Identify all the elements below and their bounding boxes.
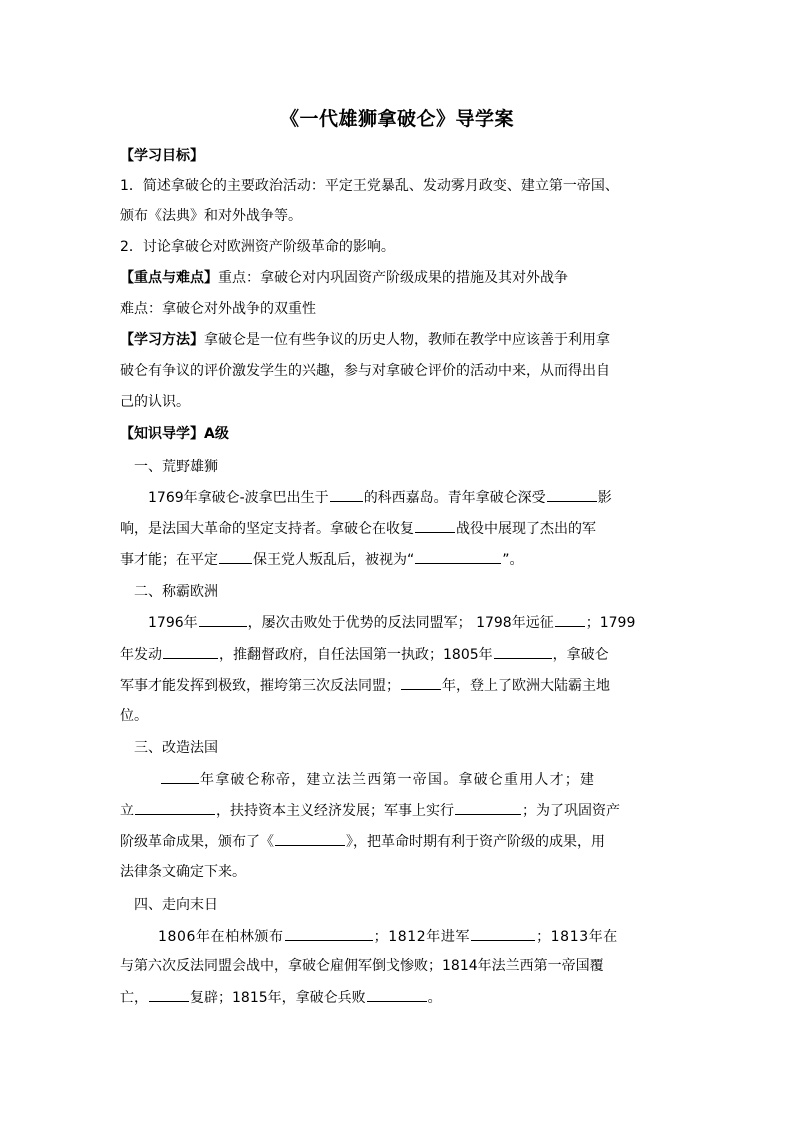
fill-blank[interactable] (330, 487, 363, 502)
fill-blank[interactable] (135, 800, 215, 815)
text: 1769年拿破仑-波拿巴出生于 (148, 490, 329, 506)
fill-blank[interactable] (161, 769, 199, 784)
method-line-1 (120, 330, 610, 350)
objective-2: 2．讨论拿破仑对欧洲资产阶级革命的影响。 (120, 239, 395, 255)
fill-blank[interactable] (285, 926, 373, 941)
text: 的科西嘉岛。青年拿破仑深受 (363, 490, 546, 506)
section-4-line-2: 与第六次反法同盟会战中，拿破仑雇佣军倒戈惨败；1814年法兰西第一帝国覆 (120, 958, 604, 974)
method-line-3: 己的认识。 (120, 394, 190, 410)
guide-heading: 【知识导学】A级 (120, 426, 229, 442)
objectives-heading: 【学习目标】 (120, 148, 204, 164)
fill-blank[interactable] (199, 612, 247, 627)
text: 响，是法国大革命的坚定支持者。拿破仑在收复 (120, 521, 414, 537)
text: ；为了巩固资产 (522, 803, 620, 819)
method-text-1: 拿破仑是一位有些争议的历史人物，教师在教学中应该善于利用拿 (204, 332, 610, 348)
text: 影 (597, 490, 612, 506)
text: 1796年 (148, 615, 198, 631)
section-2-line-2 (120, 644, 609, 665)
fill-blank[interactable] (415, 518, 455, 533)
section-3-heading: 三、改造法国 (134, 740, 218, 756)
text: ；1812年进军 (373, 929, 471, 945)
text: 阶级革命成果，颁布了《 (120, 834, 274, 850)
fill-blank[interactable] (367, 987, 427, 1002)
text: 保王党人叛乱后，被视为“ (253, 552, 415, 568)
fill-blank[interactable] (149, 987, 189, 1002)
section-3-line-2 (120, 800, 620, 821)
text: ，屡次击败处于优势的反法同盟军； 1798年远征 (247, 615, 554, 631)
keypoints-difficulty: 难点：拿破仑对外战争的双重性 (120, 301, 316, 317)
method-heading: 【学习方法】 (120, 332, 204, 348)
text: 1806年在柏林颁布 (158, 929, 284, 945)
keypoints-focus: 重点：拿破仑对内巩固资产阶级成果的措施及其对外战争 (218, 270, 568, 286)
section-2-line-4: 位。 (120, 708, 148, 724)
section-2-line-3 (120, 675, 610, 696)
text: 军事才能发挥到极致，摧垮第三次反法同盟； (120, 678, 400, 694)
text: 复辟；1815年，拿破仑兵败 (190, 990, 366, 1006)
objective-1-line-2: 颁布《法典》和对外战争等。 (120, 208, 302, 224)
text: ”。 (502, 552, 524, 568)
fill-blank[interactable] (494, 644, 552, 659)
section-2-heading: 二、称霸欧洲 (134, 584, 218, 600)
objective-1-line-1: 1．简述拿破仑的主要政治活动：平定王党暴乱、发动雾月政变、建立第一帝国、 (120, 178, 619, 194)
fill-blank[interactable] (455, 800, 521, 815)
section-4-line-3 (120, 987, 442, 1008)
fill-blank[interactable] (163, 644, 218, 659)
fill-blank[interactable] (415, 549, 501, 564)
text: ，推翻督政府，自任法国第一执政；1805年 (219, 647, 493, 663)
text: 。 (427, 990, 442, 1006)
fill-blank[interactable] (555, 612, 585, 627)
section-1-heading: 一、荒野雄狮 (134, 459, 218, 475)
section-3-line-3 (120, 831, 605, 852)
fill-blank[interactable] (275, 831, 345, 846)
fill-blank[interactable] (219, 549, 252, 564)
text: 事才能；在平定 (120, 552, 218, 568)
fill-blank[interactable] (401, 675, 441, 690)
section-2-line-1 (148, 612, 635, 633)
section-1-line-2 (120, 518, 596, 539)
section-3-line-1 (160, 769, 595, 790)
text: 年，登上了欧洲大陆霸主地 (442, 678, 610, 694)
text: 立 (120, 803, 134, 819)
keypoints-heading: 【重点与难点】 (120, 270, 218, 286)
text: 亡， (120, 990, 148, 1006)
document-title: 《一代雄狮拿破仑》导学案 (279, 108, 514, 130)
keypoints-line-1 (120, 268, 568, 288)
section-3-line-4: 法律条文确定下来。 (120, 864, 246, 880)
fill-blank[interactable] (471, 926, 535, 941)
text: 战役中展现了杰出的军 (456, 521, 596, 537)
text: 年拿破仑称帝，建立法兰西第一帝国。拿破仑重用人才；建 (200, 772, 596, 788)
text: ，拿破仑 (552, 647, 609, 663)
text: ；1799 (585, 615, 636, 631)
section-1-line-3 (120, 549, 524, 570)
text: ，扶持资本主义经济发展；军事上实行 (216, 803, 454, 819)
section-4-heading: 四、走向末日 (134, 897, 218, 913)
text: 》，把革命时期有利于资产阶级的成果，用 (346, 834, 605, 850)
text: 年发动 (120, 647, 162, 663)
text: ；1813年在 (536, 929, 618, 945)
section-1-line-1 (148, 487, 612, 508)
method-line-2: 破仑有争议的评价激发学生的兴趣，参与对拿破仑评价的活动中来，从而得出自 (120, 363, 610, 379)
section-4-line-1 (158, 926, 618, 947)
fill-blank[interactable] (547, 487, 597, 502)
